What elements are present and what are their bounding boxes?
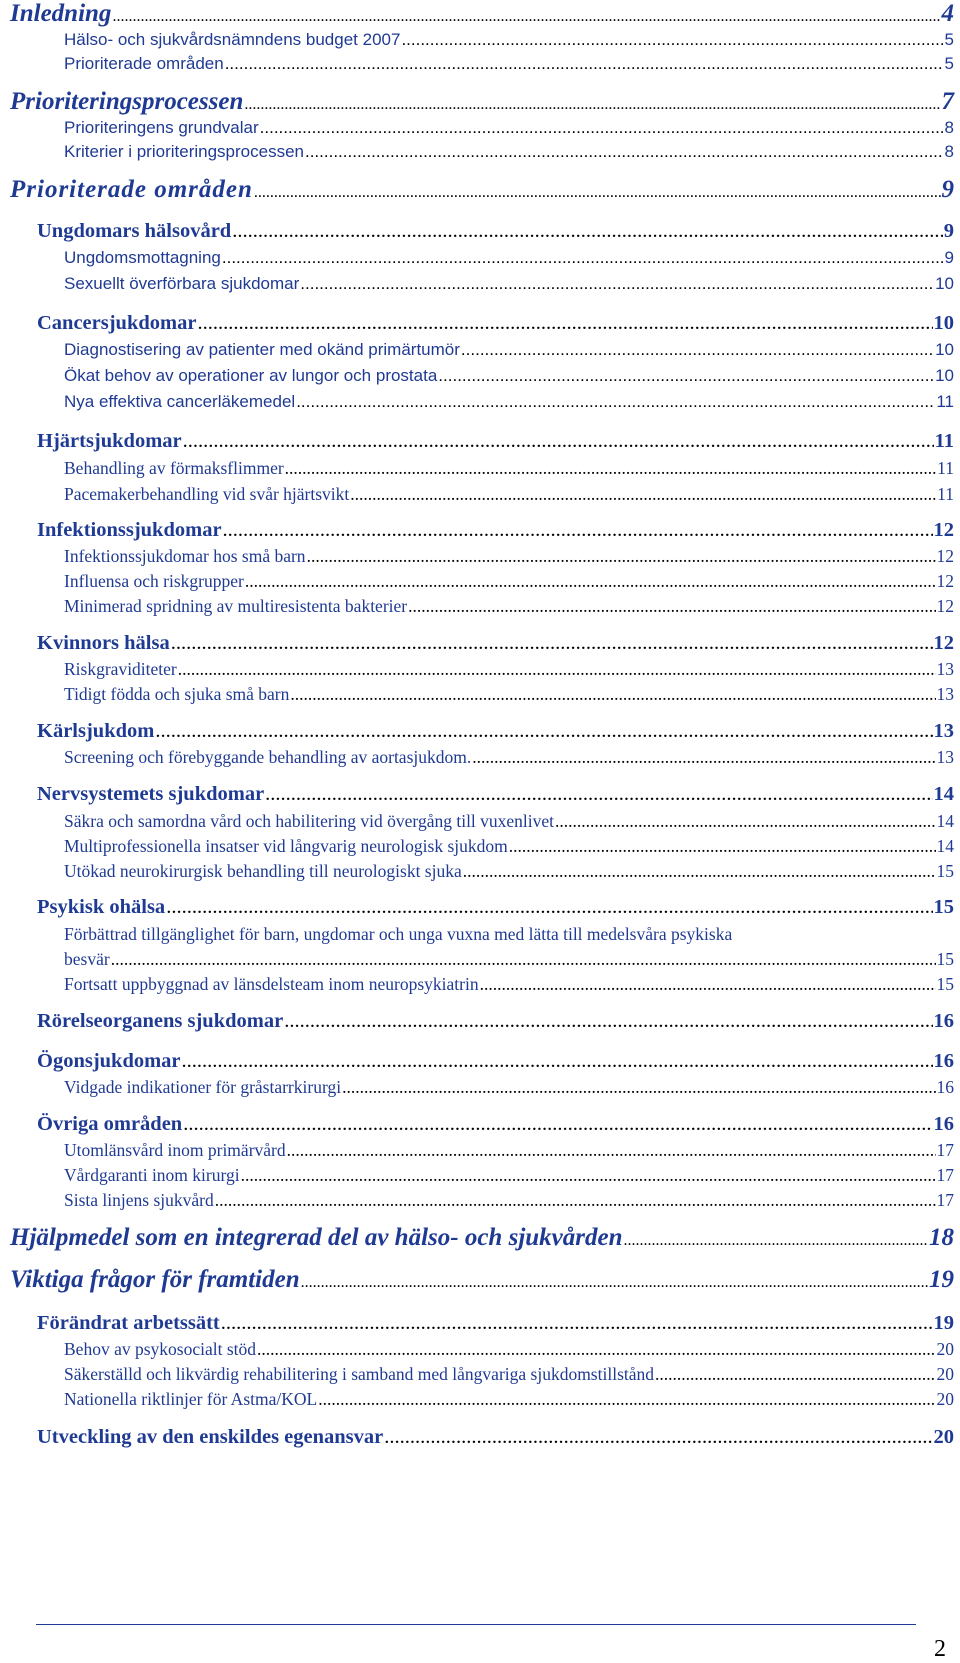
toc-entry-level2[interactable] xyxy=(37,430,954,453)
toc-entry-title: Utomlänsvård inom primärvård xyxy=(64,1140,286,1160)
toc-entry-title: Vidgade indikationer för gråstarrkirurgi xyxy=(64,1077,342,1097)
toc-entry-level1[interactable] xyxy=(10,176,954,204)
toc-entry-title: Fortsatt uppbyggnad av länsdelsteam inom neuropsykiatrin xyxy=(64,974,479,994)
toc-entry-level2[interactable] xyxy=(37,896,954,919)
leader-dots xyxy=(305,142,944,162)
toc-entry-level3[interactable] xyxy=(64,340,954,360)
leader-dots xyxy=(509,836,936,857)
leader-dots xyxy=(384,1426,932,1449)
toc-entry-level2[interactable] xyxy=(37,1113,954,1136)
toc-entry-title: Infektionssjukdomar hos små barn xyxy=(64,546,306,566)
toc-entry-level3[interactable] xyxy=(64,546,954,567)
leader-dots xyxy=(166,896,932,919)
toc-entry-page: 14 xyxy=(936,836,954,856)
toc-entry-page: 17 xyxy=(936,1140,954,1160)
toc-entry-page: 9 xyxy=(941,176,954,203)
toc-entry-title: besvär xyxy=(64,949,110,969)
leader-dots xyxy=(296,392,935,412)
toc-entry-level3[interactable] xyxy=(64,366,954,386)
leader-dots xyxy=(438,366,934,386)
toc-entry-title: Säkra och samordna vård och habilitering vid övergång till vuxenlivet xyxy=(64,811,555,831)
toc-entry-level3[interactable] xyxy=(64,811,954,832)
toc-entry-page: 15 xyxy=(936,861,954,881)
leader-dots xyxy=(111,949,936,970)
toc-entry-level3[interactable] xyxy=(64,684,954,705)
toc-entry-level1[interactable] xyxy=(10,1224,954,1252)
toc-entry-page: 11 xyxy=(934,430,954,452)
toc-entry-title: Sista linjens sjukvård xyxy=(64,1190,214,1210)
toc-entry-page: 5 xyxy=(944,30,954,49)
toc-entry-level3[interactable] xyxy=(64,392,954,412)
toc-entry-title: Nya effektiva cancerläkemedel xyxy=(64,392,296,411)
toc-entry-title: Kärlsjukdom xyxy=(37,720,155,742)
toc-entry-level3[interactable] xyxy=(64,571,954,592)
toc-entry-level3[interactable] xyxy=(64,1339,954,1360)
toc-entry-page: 12 xyxy=(933,519,954,541)
toc-entry-title: Kriterier i prioriteringsprocessen xyxy=(64,142,304,161)
leader-dots xyxy=(260,118,944,138)
toc-entry-title: Multiprofessionella insatser vid långvarig neurologisk sjukdom xyxy=(64,836,508,856)
toc-entry-title: Ungdomars hälsovård xyxy=(37,220,232,242)
toc-entry-level3[interactable] xyxy=(64,747,954,768)
toc-entry-title: Nationella riktlinjer för Astma/KOL xyxy=(64,1389,318,1409)
toc-entry-level2[interactable] xyxy=(37,519,954,542)
toc-entry-level3[interactable] xyxy=(64,1165,954,1186)
toc-entry-title: Rörelseorganens sjukdomar xyxy=(37,1010,284,1032)
toc-entry-page: 16 xyxy=(936,1077,954,1097)
toc-entry-page: 15 xyxy=(936,974,954,994)
toc-entry-level3[interactable] xyxy=(64,54,954,74)
leader-dots xyxy=(183,430,934,453)
toc-entry-page: 17 xyxy=(936,1165,954,1185)
leader-dots xyxy=(301,1266,928,1294)
toc-entry-level3[interactable] xyxy=(64,248,954,268)
leader-dots xyxy=(350,484,936,505)
toc-entry-page: 18 xyxy=(929,1224,954,1251)
toc-entry-title: Infektionssjukdomar xyxy=(37,519,222,541)
toc-entry-title: Cancersjukdomar xyxy=(37,312,197,334)
leader-dots xyxy=(223,519,933,542)
toc-entry-title: Ökat behov av operationer av lungor och prostata xyxy=(64,366,438,385)
leader-dots xyxy=(461,340,934,360)
toc-entry-title: Prioriterade områden xyxy=(10,176,253,203)
toc-entry-title: Pacemakerbehandling vid svår hjärtsvikt xyxy=(64,484,350,504)
toc-entry-level3[interactable] xyxy=(64,142,954,162)
toc-entry-level3[interactable] xyxy=(64,861,954,882)
leader-dots xyxy=(244,88,940,116)
toc-entry-page: 20 xyxy=(933,1426,954,1448)
leader-dots xyxy=(225,54,944,74)
toc-entry-page: 4 xyxy=(941,0,954,27)
leader-dots xyxy=(245,571,936,592)
toc-entry-title: Riskgraviditeter xyxy=(64,659,177,679)
toc-entry-level3[interactable] xyxy=(64,596,954,617)
leader-dots xyxy=(265,783,932,806)
toc-entry-page: 14 xyxy=(933,783,954,805)
leader-dots xyxy=(215,1190,936,1211)
toc-entry-page: 12 xyxy=(933,632,954,654)
toc-entry-title: Utökad neurokirurgisk behandling till neurologiskt sjuka xyxy=(64,861,462,881)
leader-dots xyxy=(624,1224,929,1252)
toc-entry-level3[interactable] xyxy=(64,118,954,138)
toc-entry-page: 12 xyxy=(936,571,954,591)
toc-entry-page: 7 xyxy=(941,88,954,115)
toc-entry-level3[interactable] xyxy=(64,836,954,857)
toc-entry-page: 16 xyxy=(933,1113,954,1135)
leader-dots xyxy=(183,1113,932,1136)
toc-entry-title: Nervsystemets sjukdomar xyxy=(37,783,265,805)
toc-entry-level3[interactable] xyxy=(64,1077,954,1098)
leader-dots xyxy=(472,747,935,768)
toc-entry-page: 13 xyxy=(936,747,954,767)
leader-dots xyxy=(182,1050,933,1073)
leader-dots xyxy=(155,720,932,743)
toc-entry-page: 9 xyxy=(944,248,954,267)
toc-entry-title: Säkerställd och likvärdig rehabilitering i samband med långvariga sjukdomstillstånd xyxy=(64,1364,655,1384)
toc-entry-page: 5 xyxy=(944,54,954,73)
toc-entry-page: 10 xyxy=(933,312,954,334)
toc-entry-title-wrapped[interactable]: Förbättrad tillgänglighet för barn, ungdomar och unga vuxna med lätta till medelsvåra psykiska xyxy=(64,924,733,944)
toc-entry-level3[interactable] xyxy=(64,30,954,50)
toc-entry-page: 20 xyxy=(936,1364,954,1384)
toc-entry-title: Influensa och riskgrupper xyxy=(64,571,244,591)
toc-entry-title: Ungdomsmottagning xyxy=(64,248,221,267)
toc-entry-level1[interactable] xyxy=(10,1266,954,1294)
toc-entry-title: Hjälpmedel som en integrerad del av hälso- och sjukvården xyxy=(10,1224,623,1251)
toc-entry-page: 12 xyxy=(936,546,954,566)
toc-entry-title: Hälso- och sjukvårdsnämndens budget 2007 xyxy=(64,30,401,49)
toc-entry-page: 15 xyxy=(936,949,954,969)
toc-entry-title: Sexuellt överförbara sjukdomar xyxy=(64,274,300,293)
toc-entry-title: Prioriterade områden xyxy=(64,54,224,73)
toc-entry-level3[interactable] xyxy=(64,1389,954,1410)
toc-entry-page: 9 xyxy=(943,220,954,242)
leader-dots xyxy=(401,30,943,50)
toc-entry-page: 10 xyxy=(935,340,954,359)
toc-entry-title: Diagnostisering av patienter med okänd primärtumör xyxy=(64,340,460,359)
toc-entry-page: 19 xyxy=(929,1266,954,1293)
toc-entry-level3[interactable] xyxy=(64,659,954,680)
toc-entry-page: 11 xyxy=(936,392,954,411)
leader-dots xyxy=(232,220,943,243)
toc-entry-page: 12 xyxy=(936,596,954,616)
leader-dots xyxy=(480,974,936,995)
toc-entry-title: Behandling av förmaksflimmer xyxy=(64,458,284,478)
toc-entry-title: Hjärtsjukdomar xyxy=(37,430,182,452)
toc-entry-page: 8 xyxy=(944,118,954,137)
toc-entry-level3[interactable] xyxy=(64,1190,954,1211)
toc-entry-page: 13 xyxy=(936,684,954,704)
leader-dots xyxy=(178,659,936,680)
toc-entry-title: Minimerad spridning av multiresistenta bakterier xyxy=(64,596,408,616)
leader-dots xyxy=(112,0,940,28)
leader-dots xyxy=(463,861,936,882)
toc-entry-page: 17 xyxy=(936,1190,954,1210)
footer-rule xyxy=(36,1624,916,1625)
toc-entry-title: Behov av psykosocialt stöd xyxy=(64,1339,256,1359)
toc-entry-level3[interactable] xyxy=(64,484,954,505)
toc-entry-level1[interactable] xyxy=(10,88,954,116)
toc-entry-level2[interactable] xyxy=(37,720,954,743)
toc-entry-level3[interactable] xyxy=(64,974,954,995)
toc-entry-level2[interactable] xyxy=(37,1312,954,1335)
toc-entry-level2[interactable] xyxy=(37,312,954,335)
leader-dots xyxy=(222,248,944,268)
toc-entry-level1[interactable] xyxy=(10,0,954,28)
toc-entry-level2[interactable] xyxy=(37,220,954,243)
leader-dots xyxy=(555,811,935,832)
toc-entry-page: 16 xyxy=(933,1050,954,1072)
toc-entry-page: 16 xyxy=(933,1010,954,1032)
leader-dots xyxy=(171,632,933,655)
toc-entry-page: 8 xyxy=(944,142,954,161)
leader-dots xyxy=(342,1077,935,1098)
leader-dots xyxy=(287,1140,936,1161)
toc-entry-page: 13 xyxy=(936,659,954,679)
toc-entry-title: Vårdgaranti inom kirurgi xyxy=(64,1165,240,1185)
toc-entry-title: Inledning xyxy=(10,0,112,27)
toc-entry-level3[interactable] xyxy=(64,1140,954,1161)
leader-dots xyxy=(300,274,934,294)
toc-entry-page: 11 xyxy=(937,458,954,478)
toc-entry-level3[interactable] xyxy=(64,949,954,970)
toc-entry-title: Prioriteringsprocessen xyxy=(10,88,244,115)
leader-dots xyxy=(241,1165,936,1186)
leader-dots xyxy=(257,1339,936,1360)
toc-entry-title: Kvinnors hälsa xyxy=(37,632,170,654)
toc-entry-page: 11 xyxy=(937,484,954,504)
leader-dots xyxy=(254,176,941,204)
leader-dots xyxy=(290,684,935,705)
toc-entry-level2[interactable] xyxy=(37,783,954,806)
toc-entry-title: Psykisk ohälsa xyxy=(37,896,166,918)
toc-entry-page: 13 xyxy=(933,720,954,742)
toc-entry-page: 20 xyxy=(936,1339,954,1359)
toc-entry-title: Utveckling av den enskildes egenansvar xyxy=(37,1426,384,1448)
leader-dots xyxy=(197,312,932,335)
toc-entry-level2[interactable] xyxy=(37,1426,954,1449)
toc-entry-level2[interactable] xyxy=(37,1010,954,1033)
toc-entry-title: Förändrat arbetssätt xyxy=(37,1312,220,1334)
toc-entry-level3[interactable] xyxy=(64,1364,954,1385)
leader-dots xyxy=(408,596,935,617)
toc-entry-level3[interactable] xyxy=(64,458,954,479)
toc-entry-level2[interactable] xyxy=(37,632,954,655)
toc-entry-title: Tidigt födda och sjuka små barn xyxy=(64,684,290,704)
toc-entry-page: 15 xyxy=(933,896,954,918)
toc-entry-title: Övriga områden xyxy=(37,1113,183,1135)
leader-dots xyxy=(307,546,936,567)
toc-entry-page: 19 xyxy=(933,1312,954,1334)
leader-dots xyxy=(318,1389,935,1410)
toc-entry-title: Ögonsjukdomar xyxy=(37,1050,181,1072)
toc-entry-level3[interactable] xyxy=(64,274,954,294)
page-number: 2 xyxy=(934,1636,946,1662)
toc-entry-title: Screening och förebyggande behandling av aortasjukdom. xyxy=(64,747,472,767)
toc-entry-level2[interactable] xyxy=(37,1050,954,1073)
leader-dots xyxy=(655,1364,935,1385)
leader-dots xyxy=(221,1312,933,1335)
toc-entry-title: Viktiga frågor för framtiden xyxy=(10,1266,300,1293)
toc-entry-page: 10 xyxy=(935,366,954,385)
toc-entry-page: 20 xyxy=(936,1389,954,1409)
leader-dots xyxy=(284,1010,932,1033)
toc-entry-title: Prioriteringens grundvalar xyxy=(64,118,259,137)
leader-dots xyxy=(285,458,936,479)
toc-entry-page: 14 xyxy=(936,811,954,831)
toc-entry-page: 10 xyxy=(935,274,954,293)
